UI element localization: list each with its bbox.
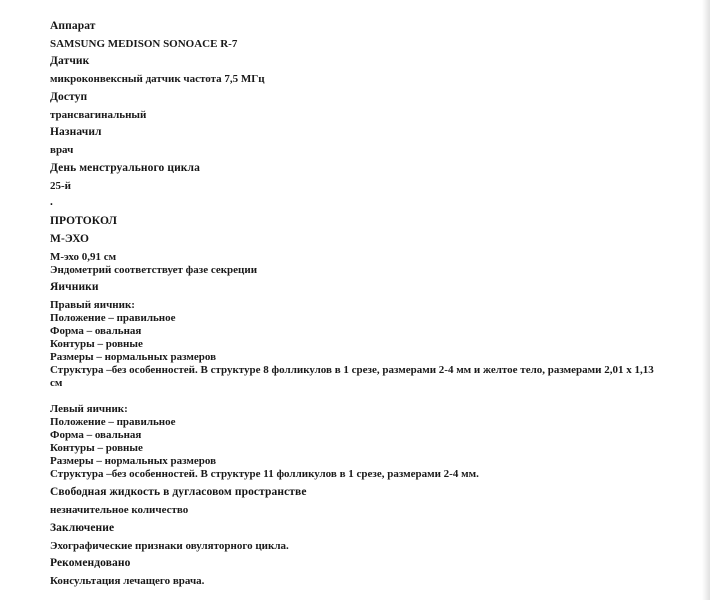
left-ovary-line: Форма – овальная bbox=[50, 429, 142, 441]
m-echo-line: Эндометрий соответствует фазе секреции bbox=[50, 264, 258, 276]
recommended-value: Консультация лечащего врача. bbox=[50, 575, 205, 587]
cycle-day-label: День менструального цикла bbox=[50, 162, 200, 174]
conclusion-label: Заключение bbox=[50, 522, 115, 534]
probe-value: микроконвексный датчик частота 7,5 МГц bbox=[50, 73, 265, 85]
free-fluid-value: незначительное количество bbox=[50, 504, 189, 516]
right-ovary-line: Правый яичник: bbox=[50, 299, 135, 311]
separator-dot: . bbox=[50, 196, 53, 208]
page-edge-shadow bbox=[702, 0, 710, 600]
probe-label: Датчик bbox=[50, 55, 90, 67]
free-fluid-label: Свободная жидкость в дугласовом пространстве bbox=[50, 486, 307, 498]
recommended-label: Рекомендовано bbox=[50, 557, 131, 569]
referrer-value: врач bbox=[50, 144, 74, 156]
access-label: Доступ bbox=[50, 91, 88, 103]
right-ovary-structure: Структура –без особенностей. В структуре 8 фолликулов в 1 срезе, размерами 2-4 мм и желтое тело, размерами 2,01 х 1,13 см bbox=[50, 364, 654, 389]
access-value: трансвагинальный bbox=[50, 109, 147, 121]
conclusion-value: Эхографические признаки овуляторного цикла. bbox=[50, 540, 289, 552]
right-ovary-line: Размеры – нормальных размеров bbox=[50, 351, 217, 363]
left-ovary-line: Положение – правильное bbox=[50, 416, 176, 428]
left-ovary-line: Размеры – нормальных размеров bbox=[50, 455, 217, 467]
cycle-day-value: 25-й bbox=[50, 180, 72, 192]
left-ovary-line: Левый яичник: bbox=[50, 403, 128, 415]
m-echo-line: М-эхо 0,91 см bbox=[50, 251, 117, 263]
right-ovary-line: Форма – овальная bbox=[50, 325, 142, 337]
right-ovary-line: Положение – правильное bbox=[50, 312, 176, 324]
right-ovary-line: Контуры – ровные bbox=[50, 338, 143, 350]
ovaries-label: Яичники bbox=[50, 281, 99, 293]
device-value: SAMSUNG MEDISON SONOACE R-7 bbox=[50, 38, 238, 50]
left-ovary-structure: Структура –без особенностей. В структуре 11 фолликулов в 1 срезе, размерами 2-4 мм. bbox=[50, 468, 479, 480]
left-ovary-line: Контуры – ровные bbox=[50, 442, 143, 454]
protocol-title: ПРОТОКОЛ bbox=[50, 215, 118, 227]
referrer-label: Назначил bbox=[50, 126, 102, 138]
m-echo-label: М-ЭХО bbox=[50, 233, 90, 245]
device-label: Аппарат bbox=[50, 20, 96, 32]
